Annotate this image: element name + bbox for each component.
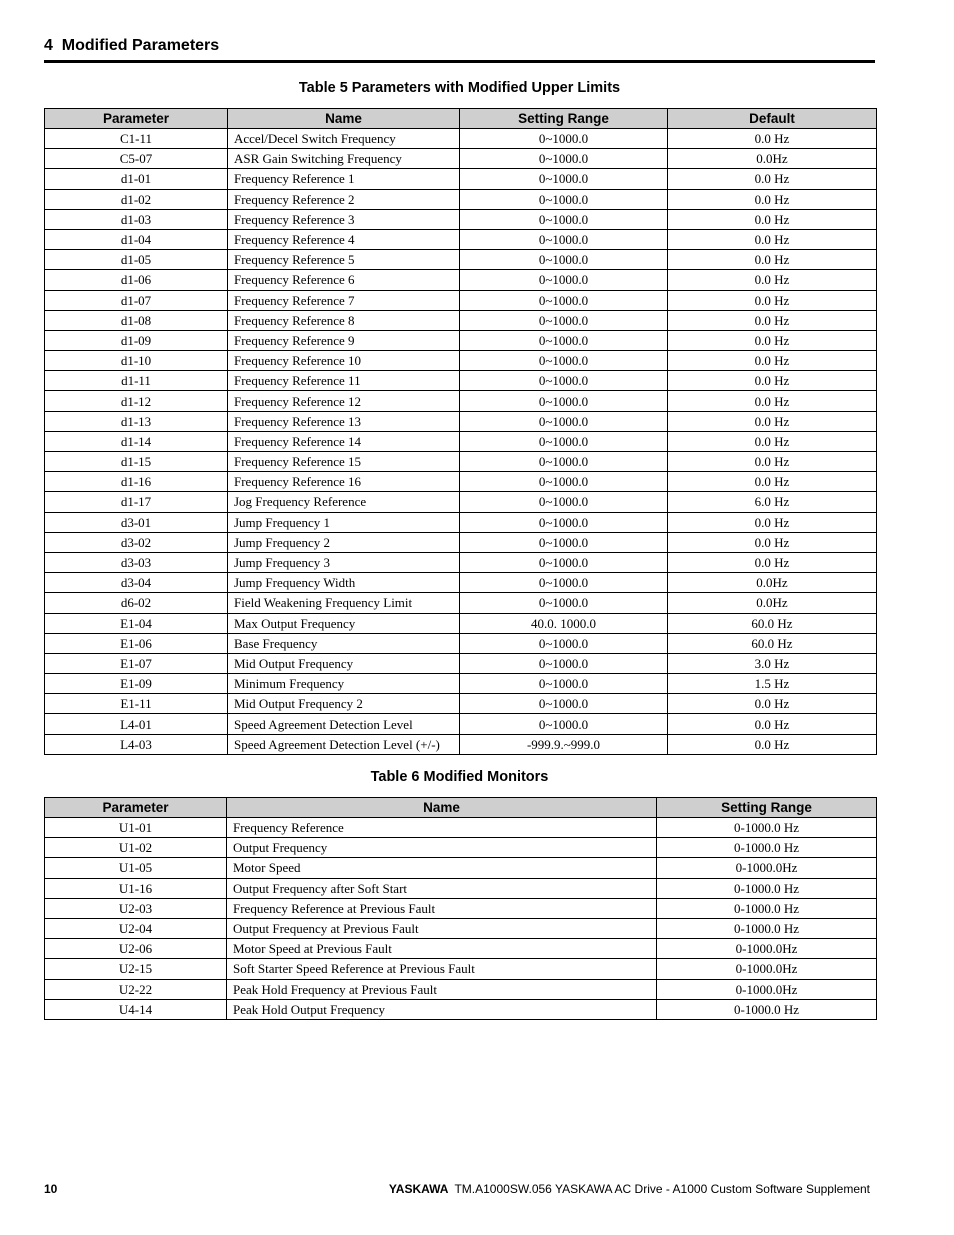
table-cell: U1-16 [45, 878, 227, 898]
table-cell: Accel/Decel Switch Frequency [228, 129, 460, 149]
table-row [45, 391, 877, 411]
table-cell: Output Frequency at Previous Fault [227, 918, 657, 938]
table-cell: 1.5 Hz [668, 674, 877, 694]
table-cell: 0~1000.0 [460, 431, 668, 451]
table-cell: Mid Output Frequency 2 [228, 694, 460, 714]
table-cell: Max Output Frequency [228, 613, 460, 633]
table-row [45, 229, 877, 249]
table-cell: 0-1000.0 Hz [657, 918, 877, 938]
table-cell: Frequency Reference at Previous Fault [227, 898, 657, 918]
table-cell: Jog Frequency Reference [228, 492, 460, 512]
table6-caption: Table 6 Modified Monitors [370, 769, 549, 785]
table-cell: 0~1000.0 [460, 714, 668, 734]
footer-document: TM.A1000SW.056 YASKAWA AC Drive - A1000 Custom Software Supplement [454, 1182, 870, 1196]
table-cell: 0~1000.0 [460, 411, 668, 431]
table-cell: d1-08 [45, 310, 228, 330]
table-cell: d1-16 [45, 472, 228, 492]
footer-text [389, 1182, 870, 1196]
table-row [45, 512, 877, 532]
table-cell: d3-03 [45, 552, 228, 572]
table-row [45, 452, 877, 472]
table-row [45, 290, 877, 310]
column-header: Name [227, 798, 657, 818]
footer-brand: YASKAWA [388, 1182, 449, 1196]
table-cell: 0.0Hz [668, 573, 877, 593]
table-row [45, 310, 877, 330]
table-cell: U2-06 [45, 939, 227, 959]
table-row [45, 129, 877, 149]
table-cell: d1-02 [45, 189, 228, 209]
table-cell: 3.0 Hz [668, 653, 877, 673]
table-cell: C1-11 [45, 129, 228, 149]
table-row [45, 250, 877, 270]
table-cell: U2-04 [45, 918, 227, 938]
table-cell: Jump Frequency 3 [228, 552, 460, 572]
table-cell: 0~1000.0 [460, 532, 668, 552]
table-row [45, 898, 877, 918]
table-cell: 0.0 Hz [668, 250, 877, 270]
table-row [45, 351, 877, 371]
table-cell: Soft Starter Speed Reference at Previous Fault [227, 959, 657, 979]
table-cell: d6-02 [45, 593, 228, 613]
table-cell: 0.0 Hz [668, 169, 877, 189]
table-cell: 0.0 Hz [668, 209, 877, 229]
table-cell: 0.0 Hz [668, 452, 877, 472]
table-cell: Frequency Reference 4 [228, 229, 460, 249]
table-cell: 0.0 Hz [668, 351, 877, 371]
table-cell: E1-09 [45, 674, 228, 694]
table-row [45, 633, 877, 653]
table-cell: d3-02 [45, 532, 228, 552]
table-cell: Base Frequency [228, 633, 460, 653]
table-cell: d1-10 [45, 351, 228, 371]
table-row [45, 918, 877, 938]
table-row [45, 653, 877, 673]
table-cell: Frequency Reference 8 [228, 310, 460, 330]
table-cell: 0~1000.0 [460, 573, 668, 593]
table-row [45, 593, 877, 613]
table-cell: Frequency Reference 3 [228, 209, 460, 229]
table-cell: Speed Agreement Detection Level [228, 714, 460, 734]
table-cell: d1-13 [45, 411, 228, 431]
table-cell: L4-03 [45, 734, 228, 754]
table-cell: ASR Gain Switching Frequency [228, 149, 460, 169]
table-row [45, 270, 877, 290]
table-cell: d1-17 [45, 492, 228, 512]
table-row [45, 858, 877, 878]
table-cell: 0~1000.0 [460, 169, 668, 189]
table-cell: 0~1000.0 [460, 189, 668, 209]
table-row [45, 959, 877, 979]
table-cell: 0~1000.0 [460, 633, 668, 653]
table-cell: 0-1000.0 Hz [657, 878, 877, 898]
table-row [45, 939, 877, 959]
table-cell: Frequency Reference 14 [228, 431, 460, 451]
table-cell: 0~1000.0 [460, 694, 668, 714]
table-cell: 0-1000.0Hz [657, 979, 877, 999]
table-cell: Frequency Reference 6 [228, 270, 460, 290]
table-row [45, 878, 877, 898]
table-cell: Output Frequency after Soft Start [227, 878, 657, 898]
table-cell: 0~1000.0 [460, 149, 668, 169]
table-cell: Frequency Reference 2 [228, 189, 460, 209]
table-cell: 0~1000.0 [460, 270, 668, 290]
column-header: Default [668, 109, 877, 129]
table-cell: 0~1000.0 [460, 552, 668, 572]
table-cell: 60.0 Hz [668, 613, 877, 633]
table-cell: 0.0 Hz [668, 734, 877, 754]
table-cell: d1-05 [45, 250, 228, 270]
table-cell: Output Frequency [227, 838, 657, 858]
table-cell: 0.0 Hz [668, 532, 877, 552]
table-cell: Frequency Reference 10 [228, 351, 460, 371]
table-cell: 0.0 Hz [668, 512, 877, 532]
column-header: Setting Range [657, 798, 877, 818]
table-cell: Speed Agreement Detection Level (+/-) [228, 734, 460, 754]
table-cell: Frequency Reference 13 [228, 411, 460, 431]
table-cell: 0-1000.0 Hz [657, 818, 877, 838]
table-cell: U2-22 [45, 979, 227, 999]
table-cell: 60.0 Hz [668, 633, 877, 653]
table-cell: Peak Hold Frequency at Previous Fault [227, 979, 657, 999]
table-cell: Motor Speed [227, 858, 657, 878]
table-cell: E1-07 [45, 653, 228, 673]
table-cell: 0.0Hz [668, 149, 877, 169]
table-cell: 0~1000.0 [460, 290, 668, 310]
table-cell: d3-01 [45, 512, 228, 532]
table-row [45, 209, 877, 229]
table-header-row [45, 798, 877, 818]
table-row [45, 371, 877, 391]
table-cell: d1-07 [45, 290, 228, 310]
table-cell: 0.0 Hz [668, 270, 877, 290]
column-header: Parameter [45, 798, 227, 818]
section-title: Modified Parameters [61, 37, 220, 54]
table-cell: 0.0 Hz [668, 694, 877, 714]
table-cell: L4-01 [45, 714, 228, 734]
table-cell: Frequency Reference 7 [228, 290, 460, 310]
table-cell: 0.0 Hz [668, 290, 877, 310]
table-row [45, 472, 877, 492]
column-header: Name [228, 109, 460, 129]
table-row [45, 169, 877, 189]
table-cell: Minimum Frequency [228, 674, 460, 694]
table-cell: d3-04 [45, 573, 228, 593]
column-header: Setting Range [460, 109, 668, 129]
table-cell: 0-1000.0Hz [657, 858, 877, 878]
table-cell: 0~1000.0 [460, 593, 668, 613]
table-cell: d1-03 [45, 209, 228, 229]
page-number: 10 [44, 1182, 58, 1196]
table-cell: 0.0Hz [668, 593, 877, 613]
table-cell: 0-1000.0 Hz [657, 838, 877, 858]
table-cell: U1-02 [45, 838, 227, 858]
table-cell: Frequency Reference 16 [228, 472, 460, 492]
table-cell: -999.9.~999.0 [460, 734, 668, 754]
table-cell: E1-06 [45, 633, 228, 653]
table-row [45, 573, 877, 593]
table-cell: 0.0 Hz [668, 129, 877, 149]
table-cell: Field Weakening Frequency Limit [228, 593, 460, 613]
table-cell: U1-05 [45, 858, 227, 878]
table-cell: Frequency Reference 15 [228, 452, 460, 472]
table-cell: 0~1000.0 [460, 492, 668, 512]
table-cell: U4-14 [45, 999, 227, 1019]
table-row [45, 714, 877, 734]
table-cell: 0.0 Hz [668, 472, 877, 492]
table-cell: 0~1000.0 [460, 371, 668, 391]
table-cell: 0.0 Hz [668, 391, 877, 411]
table-header-row [45, 109, 877, 129]
table-row [45, 674, 877, 694]
table-cell: 0-1000.0Hz [657, 959, 877, 979]
table-cell: d1-11 [45, 371, 228, 391]
table-cell: 0.0 Hz [668, 371, 877, 391]
table-cell: 0~1000.0 [460, 351, 668, 371]
table-cell: 0.0 Hz [668, 310, 877, 330]
table-cell: 0.0 Hz [668, 189, 877, 209]
table-cell: 6.0 Hz [668, 492, 877, 512]
table-cell: 0~1000.0 [460, 391, 668, 411]
table-cell: 0-1000.0 Hz [657, 898, 877, 918]
table-cell: 0~1000.0 [460, 653, 668, 673]
table-cell: U2-03 [45, 898, 227, 918]
table-cell: 0.0 Hz [668, 552, 877, 572]
table-cell: Mid Output Frequency [228, 653, 460, 673]
table-row [45, 149, 877, 169]
table-cell: 0~1000.0 [460, 330, 668, 350]
table-cell: 0~1000.0 [460, 229, 668, 249]
table-cell: Motor Speed at Previous Fault [227, 939, 657, 959]
table-row [45, 838, 877, 858]
table-cell: 0~1000.0 [460, 209, 668, 229]
table-cell: 0-1000.0 Hz [657, 999, 877, 1019]
table-cell: 0~1000.0 [460, 674, 668, 694]
table-cell: Frequency Reference [227, 818, 657, 838]
table-cell: Frequency Reference 11 [228, 371, 460, 391]
table-cell: E1-04 [45, 613, 228, 633]
table-row [45, 999, 877, 1019]
modified-monitors-table [44, 797, 877, 1020]
table-row [45, 431, 877, 451]
section-number: 4 [44, 37, 53, 54]
table-row [45, 552, 877, 572]
table-cell: U1-01 [45, 818, 227, 838]
table-row [45, 330, 877, 350]
table-cell: 0~1000.0 [460, 472, 668, 492]
table-cell: d1-04 [45, 229, 228, 249]
table-cell: Jump Frequency 2 [228, 532, 460, 552]
table-row [45, 818, 877, 838]
modified-upper-limits-table [44, 108, 877, 755]
table-cell: d1-01 [45, 169, 228, 189]
table-row [45, 532, 877, 552]
table-cell: Frequency Reference 12 [228, 391, 460, 411]
table-cell: 0.0 Hz [668, 229, 877, 249]
table-cell: Frequency Reference 1 [228, 169, 460, 189]
table-cell: 0-1000.0Hz [657, 939, 877, 959]
table-cell: 0~1000.0 [460, 512, 668, 532]
table-row [45, 979, 877, 999]
table-row [45, 411, 877, 431]
column-header: Parameter [45, 109, 228, 129]
table-cell: d1-15 [45, 452, 228, 472]
table-cell: C5-07 [45, 149, 228, 169]
table-row [45, 613, 877, 633]
table-row [45, 694, 877, 714]
table-cell: 40.0. 1000.0 [460, 613, 668, 633]
table-cell: U2-15 [45, 959, 227, 979]
section-heading [44, 37, 219, 55]
table-cell: 0~1000.0 [460, 250, 668, 270]
table-cell: 0.0 Hz [668, 411, 877, 431]
table-cell: d1-09 [45, 330, 228, 350]
table-cell: d1-12 [45, 391, 228, 411]
table-cell: d1-14 [45, 431, 228, 451]
table-cell: Peak Hold Output Frequency [227, 999, 657, 1019]
table-row [45, 492, 877, 512]
table-cell: Frequency Reference 5 [228, 250, 460, 270]
table-cell: 0.0 Hz [668, 330, 877, 350]
table-cell: Jump Frequency Width [228, 573, 460, 593]
table-row [45, 734, 877, 754]
table-cell: 0.0 Hz [668, 714, 877, 734]
table-cell: Frequency Reference 9 [228, 330, 460, 350]
heading-rule [44, 60, 875, 63]
table5-caption: Table 5 Parameters with Modified Upper Limits [298, 80, 621, 96]
table-cell: d1-06 [45, 270, 228, 290]
table-cell: 0~1000.0 [460, 452, 668, 472]
table-cell: 0~1000.0 [460, 129, 668, 149]
table-cell: 0~1000.0 [460, 310, 668, 330]
table-cell: Jump Frequency 1 [228, 512, 460, 532]
table-cell: E1-11 [45, 694, 228, 714]
table-row [45, 189, 877, 209]
table-cell: 0.0 Hz [668, 431, 877, 451]
